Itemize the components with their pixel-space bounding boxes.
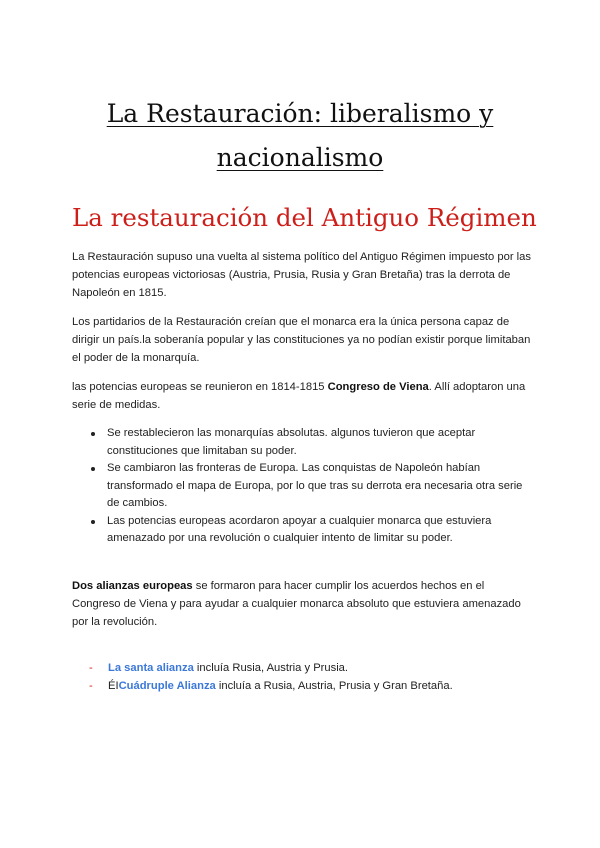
- santa-alianza-link[interactable]: La santa alianza: [108, 662, 194, 674]
- list-item-santa-alianza: [72, 659, 534, 677]
- paragraph-alianzas: [72, 577, 534, 631]
- item-prefix: ÉI: [108, 680, 119, 692]
- list-item: [72, 425, 534, 460]
- section-title: La restauración del Antiguo Régimen: [72, 203, 537, 232]
- bullet-icon: [91, 432, 95, 436]
- item-text: incluía Rusia, Austria y Prusia.: [193, 662, 349, 674]
- paragraph-congreso-tail: . Allí adoptaron una serie de medidas.: [72, 381, 526, 411]
- dash-icon: -: [89, 680, 93, 692]
- list-item-text: Las potencias europeas acordaron apoyar a cualquier monarca que estuviera amenazado por una revolución o cualquier intento de limitar su poder.: [107, 514, 492, 544]
- item-text: incluía a Rusia, Austria, Prusia y Gran Bretaña.: [215, 680, 453, 692]
- cuadruple-alianza-link[interactable]: Cuádruple Alianza: [118, 680, 216, 692]
- list-item: [72, 513, 534, 548]
- measures-list: [72, 425, 534, 548]
- paragraph-alianzas-text: se formaron para hacer cumplir los acuerdos hechos en el Congreso de Viena y para ayudar a cualquier monarca absoluto que estuviera amenazado por la revolución.: [72, 580, 521, 628]
- alliances-list: [72, 659, 534, 695]
- dash-icon: -: [89, 662, 93, 674]
- paragraph-congreso: [72, 378, 534, 414]
- paragraph-restauracion: La Restauración supuso una vuelta al sistema político del Antiguo Régimen impuesto por las potencias europeas victoriosas (Austria, Prusia, Rusia y Gran Bretaña) tras la derrota de Napoleón en 1815.: [72, 251, 531, 299]
- bullet-icon: [91, 467, 95, 471]
- dos-alianzas-bold: Dos alianzas europeas: [72, 580, 193, 592]
- congreso-de-viena-bold: Congreso de Viena: [327, 381, 429, 393]
- bullet-icon: [91, 520, 95, 524]
- document-title: La Restauración: liberalismo y nacionalismo: [106, 99, 494, 172]
- list-item-text: Se cambiaron las fronteras de Europa. Las conquistas de Napoleón habían transformado el mapa de Europa, por lo que tras su derrota era necesaria otra serie de cambios.: [107, 462, 523, 509]
- paragraph-partidarios: Los partidarios de la Restauración creían que el monarca era la única persona capaz de dirigir un país.la soberanía popular y las constituciones ya no podían existir porque limitaban el poder de la monarquía.: [72, 316, 531, 364]
- list-item-cuadruple-alianza: [72, 677, 534, 695]
- list-item-text: Se restablecieron las monarquías absolutas. algunos tuvieron que aceptar constituciones que limitaban su poder.: [107, 427, 476, 457]
- paragraph-congreso-text: las potencias europeas se reunieron en 1814-1815: [72, 381, 328, 393]
- list-item: [72, 460, 534, 513]
